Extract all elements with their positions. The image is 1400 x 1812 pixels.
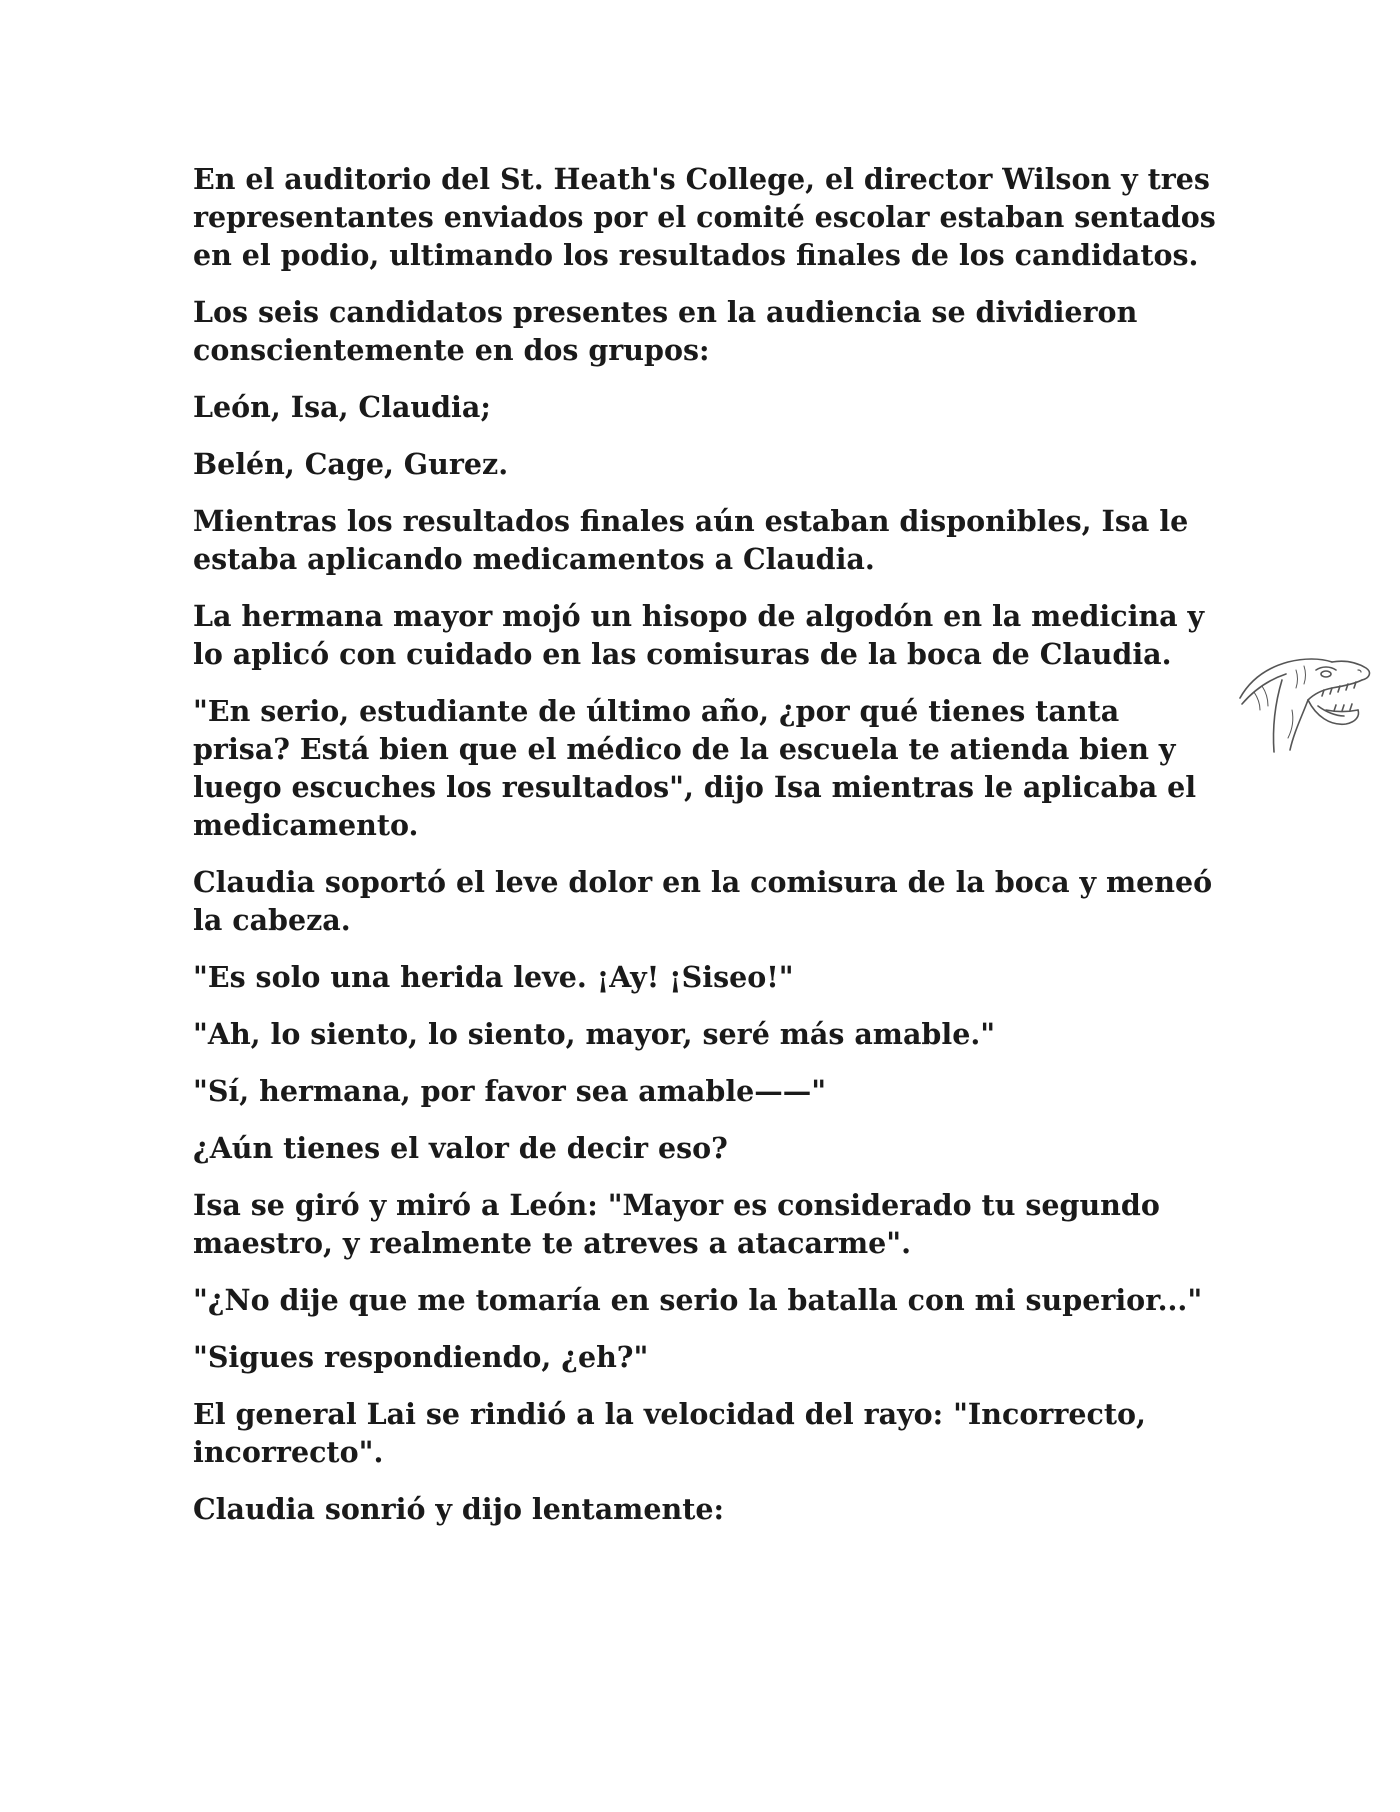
paragraph: La hermana mayor mojó un hisopo de algodón en la medicina y lo aplicó con cuidado en las comisuras de la boca de Claudia. (193, 599, 1205, 671)
paragraph: "En serio, estudiante de último año, ¿por qué tienes tanta prisa? Está bien que el médico de la escuela te atienda bien y luego escuches los resultados", dijo Isa mientras le aplicaba el medicamento. (193, 694, 1197, 842)
paragraph: "Sí, hermana, por favor sea amable——" (193, 1074, 827, 1108)
paragraph: Isa se giró y miró a León: "Mayor es considerado tu segundo maestro, y realmente te atreves a atacarme". (193, 1188, 1160, 1260)
paragraph: Claudia sonrió y dijo lentamente: (193, 1492, 725, 1526)
paragraph: Belén, Cage, Gurez. (193, 447, 509, 481)
paragraph: En el auditorio del St. Heath's College, el director Wilson y tres representantes enviados por el comité escolar estaban sentados en el podio, ultimando los resultados finales de los candidatos. (193, 162, 1216, 272)
paragraph: Los seis candidatos presentes en la audiencia se dividieron conscientemente en dos grupos: (193, 295, 1138, 367)
text-body (193, 160, 1218, 1547)
paragraph: "Es solo una herida leve. ¡Ay! ¡Siseo!" (193, 960, 794, 994)
paragraph: León, Isa, Claudia; (193, 390, 491, 424)
paragraph: "Ah, lo siento, lo siento, mayor, seré más amable." (193, 1017, 996, 1051)
paragraph: Claudia soportó el leve dolor en la comisura de la boca y meneó la cabeza. (193, 865, 1213, 937)
paragraph: ¿Aún tienes el valor de decir eso? (193, 1131, 728, 1165)
paragraph: El general Lai se rindió a la velocidad del rayo: "Incorrecto, incorrecto". (193, 1397, 1146, 1469)
dinosaur-sketch-icon (1232, 640, 1376, 766)
paragraph: "Sigues respondiendo, ¿eh?" (193, 1340, 649, 1374)
paragraph: "¿No dije que me tomaría en serio la batalla con mi superior..." (193, 1283, 1203, 1317)
paragraph: Mientras los resultados finales aún estaban disponibles, Isa le estaba aplicando medicamentos a Claudia. (193, 504, 1189, 576)
